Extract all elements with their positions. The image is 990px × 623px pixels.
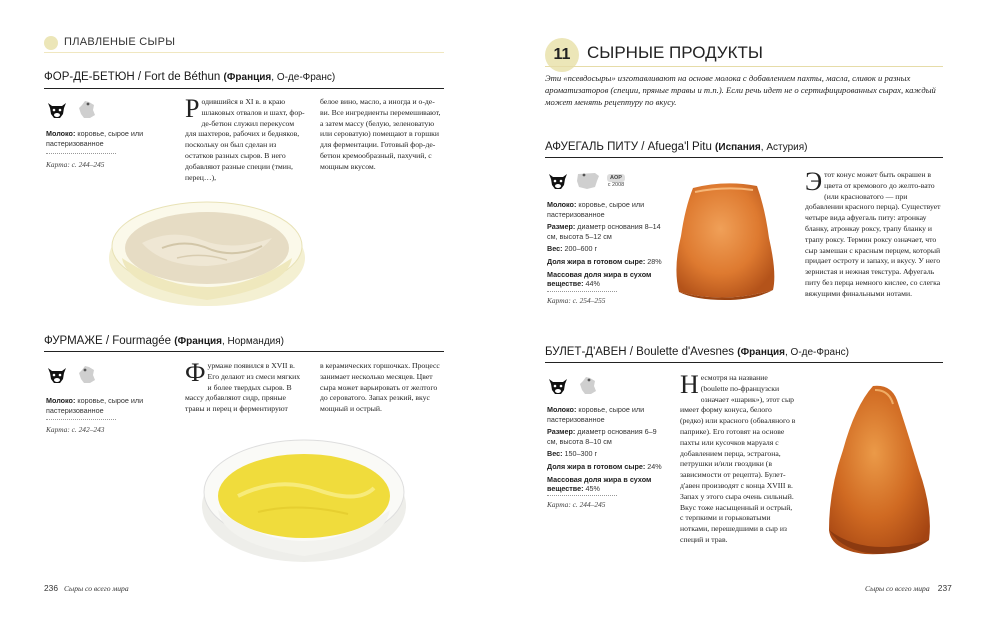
fort-de-bethun-bowl-image xyxy=(102,188,312,312)
cheese-text-col1 xyxy=(185,94,306,183)
cheese-icons xyxy=(547,170,625,192)
cheese-name-orig: Boulette d'Avesnes xyxy=(636,346,735,358)
aop-badge xyxy=(607,174,625,188)
france-map-icon xyxy=(577,375,599,397)
cheese-icons xyxy=(46,364,98,386)
cheese-country: Франция xyxy=(740,347,785,358)
section-rule xyxy=(44,52,444,53)
map-reference: Карта: с. 242–243 xyxy=(46,425,105,434)
cheese-name-ru: БУЛЕТ-Д'АВЕН xyxy=(545,346,627,358)
cow-icon xyxy=(547,375,569,397)
drop-cap: Н xyxy=(680,370,699,399)
weight-label: Вес: xyxy=(547,449,563,459)
chapter-intro: Эти «псевдосыры» изготавливают на основе молока с добавлением пахты, масла, сливок и разных ароматизаторов (специи, пряные травы и т.п.). Если речь идет не о сертифицированных сырах, каждый может менять рецептуру по вкусу. xyxy=(545,73,936,107)
title-rule xyxy=(545,362,943,363)
cheese-name-ru: ФУРМАЖЕ xyxy=(44,335,103,347)
france-map-icon xyxy=(76,364,98,386)
milk-value: коровье, сырое или пастеризованное xyxy=(46,396,144,415)
cheese-title-boulette-davesnes: БУЛЕТ-Д'АВЕН / Boulette d'Avesnes (Франция, О-де-Франс) xyxy=(545,346,849,358)
cheese-facts xyxy=(46,129,146,148)
aop-year: с 2008 xyxy=(607,182,625,188)
drop-cap: Ф xyxy=(185,358,206,387)
drop-cap: Р xyxy=(185,94,200,123)
divider xyxy=(46,153,116,154)
cheese-description: тот конус может быть окрашен в цвета от кремового до желто-вато (или красноватого — при добавлении красного перца). Существует четыре вида афуегаль питу: атронкау бланку, атронкау роксу, трапу бланку и трапу роксу. Термин роксу означает, что сыр замешан с красным перцем, который придает остроту и запаху, и вкусу. У него зернистая и нежная текстура. Афуегаль питу без перца немного кислее, со слегка вяжущими финальными нотами. xyxy=(805,170,941,298)
title-rule xyxy=(44,88,444,89)
text-col1: урмаже появился в XVII в. Его делают из смеси мягких и более твердых сыров. В массу добавляют сидр, пряные травы и перец и ферментируют xyxy=(185,361,301,414)
section-marker xyxy=(44,36,58,50)
cheese-region: О-де-Франс xyxy=(790,347,846,358)
map-reference: Карта: с. 244–245 xyxy=(547,500,606,509)
book-title: Сыры со всего мира xyxy=(63,584,129,593)
cheese-title-fourmagee: ФУРМАЖЕ / Fourmagée (Франция, Нормандия) xyxy=(44,335,284,347)
text-col1: одившийся в XI в. в краю шлаковых отвалов и шахт, фор-де-бетюн служил перекусом для шахтеров, рабочих и бедняков, поскольку он был сделан из остатков разных сыров. В него добавляют разные специи (тмин, перец…), xyxy=(185,97,305,182)
cheese-facts xyxy=(547,200,667,292)
divider xyxy=(46,419,116,420)
aop-label: AOP xyxy=(607,174,625,182)
milk-label: Молоко: xyxy=(46,396,76,405)
dry-fat-value: 45% xyxy=(585,484,600,494)
chapter-title: СЫРНЫЕ ПРОДУКТЫ xyxy=(587,43,763,62)
cow-icon xyxy=(46,364,68,386)
cheese-name-ru: АФУЕГАЛЬ ПИТУ xyxy=(545,141,639,153)
boulette-davesnes-image xyxy=(821,380,941,560)
cheese-name-orig: Afuega'l Pitu xyxy=(647,141,712,153)
drop-cap: Э xyxy=(805,167,823,196)
fat-label: Доля жира в готовом сыре: xyxy=(547,256,646,266)
cheese-title-afuegal-pitu: АФУЕГАЛЬ ПИТУ / Afuega'l Pitu (Испания, Астурия) xyxy=(545,141,808,153)
cheese-facts xyxy=(547,405,667,497)
chapter-rule xyxy=(545,66,943,67)
cheese-region: Нормандия xyxy=(227,336,281,347)
cheese-icons xyxy=(46,99,98,121)
cheese-facts xyxy=(46,396,146,415)
chapter-number: 11 xyxy=(545,38,579,72)
milk-value: коровье, сырое или пастеризованное xyxy=(46,129,144,148)
cheese-country: Франция xyxy=(226,72,272,83)
cow-icon xyxy=(46,99,68,121)
cheese-text-col1 xyxy=(185,358,306,415)
cheese-text xyxy=(680,370,796,546)
cheese-region: О-де-Франс xyxy=(276,72,332,83)
dry-fat-label: Массовая доля жира в сухом веществе: xyxy=(547,269,652,289)
size-value: диаметр основания 6–9 см, высота 8–10 см xyxy=(547,427,657,446)
map-reference: Карта: с. 244–245 xyxy=(46,160,105,169)
cheese-icons xyxy=(547,375,599,397)
cheese-description: есмотря на название (boulette по-французски означает «шарик»), этот сыр имеет форму конуса, белого (редко) или красного (обваляного в паприке). Его готовят на основе пахты или кусочков маруаля с добавлением перца, эстрагона, петрушки и/или гвоздики (в зависимости от рецепта). Булет-д'авен производят с конца XVIII в. Запах у этого сыра очень сильный. Вкус тоже насыщенный и острый, с терпкими и горьковатыми нотками, перешедшими в сыр из специй и трав. xyxy=(680,373,796,544)
weight-value: 150–300 г xyxy=(564,449,598,459)
milk-value: коровье, сырое или пастеризованное xyxy=(547,200,645,219)
cheese-text-col2: белое вино, масло, а иногда и о-де-ви. Все ингредиенты перемешивают, а затем массу (белую, зеленоватую или сероватую) помещают в горшки для ферментации. Готовый фор-де-бетюн кремообразный, пахучий, с мощным вкусом. xyxy=(320,97,441,171)
page-number: 237 xyxy=(937,583,952,593)
cow-icon xyxy=(547,170,569,192)
fat-value: 28% xyxy=(647,256,662,266)
cheese-title-fort-de-bethun: ФОР-ДЕ-БЕТЮН / Fort de Béthun (Франция, О-де-Франс) xyxy=(44,71,336,83)
cheese-text-col2: в керамических горшочках. Процесс занимает несколько месяцев. Цвет сыра может варьировать от желтого до сероватого. Запах резкий, вкус мощный и острый. xyxy=(320,361,440,414)
section-title: ПЛАВЛЕНЫЕ СЫРЫ xyxy=(64,36,176,48)
fourmagee-bowl-image xyxy=(198,426,410,566)
spain-map-icon xyxy=(575,170,601,192)
right-page xyxy=(495,0,990,623)
afuegal-pitu-image xyxy=(665,178,785,306)
size-label: Размер: xyxy=(547,427,576,437)
size-value: диаметр основания 8–14 см, высота 5–12 см xyxy=(547,222,661,241)
milk-value: коровье, сырое или пастеризованное xyxy=(547,405,645,424)
cheese-region: Астурия xyxy=(766,142,805,153)
page-footer-left xyxy=(44,583,129,593)
page-number: 236 xyxy=(44,583,58,593)
dry-fat-label: Массовая доля жира в сухом веществе: xyxy=(547,474,652,494)
milk-label: Молоко: xyxy=(547,200,577,209)
cheese-name-orig: Fourmagée xyxy=(112,335,172,347)
size-label: Размер: xyxy=(547,222,576,232)
weight-value: 200–600 г xyxy=(564,244,598,254)
fat-label: Доля жира в готовом сыре: xyxy=(547,461,646,471)
dry-fat-value: 44% xyxy=(585,279,600,289)
divider xyxy=(547,291,617,292)
divider xyxy=(547,495,617,496)
cheese-name-orig: Fort de Béthun xyxy=(144,71,221,83)
milk-label: Молоко: xyxy=(46,129,76,138)
map-reference: Карта: с. 254–255 xyxy=(547,296,606,305)
milk-label: Молоко: xyxy=(547,405,577,414)
book-title: Сыры со всего мира xyxy=(865,584,930,593)
page-footer-right xyxy=(865,583,952,593)
title-rule xyxy=(44,351,444,352)
cheese-country: Франция xyxy=(177,336,222,347)
france-map-icon xyxy=(76,99,98,121)
fat-value: 24% xyxy=(647,461,662,471)
title-rule xyxy=(545,157,943,158)
weight-label: Вес: xyxy=(547,244,563,254)
cheese-country: Испания xyxy=(718,142,761,153)
cheese-text xyxy=(805,167,943,300)
cheese-name-ru: ФОР-ДЕ-БЕТЮН xyxy=(44,71,135,83)
